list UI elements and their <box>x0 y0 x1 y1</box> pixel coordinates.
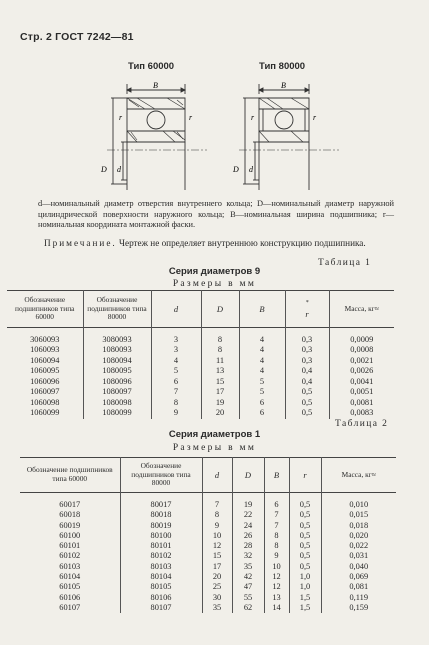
table-cell: 8 <box>151 398 201 408</box>
table-cell: 0,040 <box>321 562 396 572</box>
table2-header: D <box>232 458 264 493</box>
table-cell: 0,0021 <box>329 356 394 366</box>
table-cell: 0,0051 <box>329 387 394 397</box>
table-cell: 9 <box>202 521 232 531</box>
table-cell: 80019 <box>120 521 202 531</box>
table-cell: 7 <box>264 521 289 531</box>
dim-label-B: B <box>153 81 158 90</box>
table-cell: 17 <box>202 562 232 572</box>
figure-legend: d—номинальный диаметр отверстия внутреннего кольца; D—номинальный диаметр наружной цилиндрической поверхности наружного кольца; B—номинальная ширина подшипника; r—номинальная координата монтажной фаски. <box>38 199 394 230</box>
table-cell: 6 <box>239 408 285 418</box>
table1-sizes: Размеры в мм <box>172 279 257 289</box>
table-cell: 80103 <box>120 562 202 572</box>
table-cell: 1080096 <box>83 377 151 387</box>
table-row <box>7 356 394 366</box>
table-cell: 0,5 <box>289 493 321 511</box>
dim-label-D: D <box>101 165 107 174</box>
figure-title-right: Тип 80000 <box>259 61 306 72</box>
table-cell: 5 <box>239 377 285 387</box>
table-cell: 1060095 <box>30 366 60 376</box>
table-cell: 1080094 <box>83 356 151 366</box>
table-cell: 0,020 <box>321 531 396 541</box>
table-cell: 22 <box>232 510 264 520</box>
table1-number: Таблица 1 <box>318 258 372 268</box>
table-row <box>20 510 396 520</box>
table-row <box>7 328 394 346</box>
table-cell: 0,022 <box>321 541 396 551</box>
dim-label-D-right: D <box>233 165 239 174</box>
table-cell: 30 <box>202 593 232 603</box>
table-cell: 14 <box>264 603 289 613</box>
table-cell: 0,119 <box>321 593 396 603</box>
table-cell: 5 <box>239 387 285 397</box>
table-cell: 3 <box>151 328 201 346</box>
note-text: Чертеж не определяет внутреннюю конструкцию подшипника. <box>119 238 366 248</box>
table1-series: Серия диаметров 9 <box>168 266 261 277</box>
table-cell: 60101 <box>59 541 81 551</box>
table-row <box>20 582 396 592</box>
page-header: Стр. 2 ГОСТ 7242—81 <box>20 31 134 43</box>
table-cell: 1060094 <box>30 355 60 365</box>
note-heading: Примечание. <box>44 238 117 248</box>
table-cell: 1,5 <box>289 603 321 613</box>
table-cell: 8 <box>264 541 289 551</box>
table-row <box>20 531 396 541</box>
table-row <box>7 408 394 418</box>
table-cell: 0,069 <box>321 572 396 582</box>
table-row <box>20 493 396 511</box>
table-cell: 13 <box>201 366 239 376</box>
table2-header: r <box>289 458 321 493</box>
table-cell: 9 <box>264 551 289 561</box>
table-cell: 1060093 <box>30 345 60 355</box>
table-row <box>20 541 396 551</box>
table-row <box>20 593 396 603</box>
table-cell: 13 <box>264 593 289 603</box>
table1-header: Масса, кг≈ <box>329 291 394 328</box>
table-cell: 4 <box>151 356 201 366</box>
table-cell: 55 <box>232 593 264 603</box>
table-cell: 60107 <box>59 602 81 612</box>
table-row <box>20 551 396 561</box>
table2-body <box>20 493 396 614</box>
table-cell: 9 <box>151 408 201 418</box>
table-cell: 1080097 <box>83 387 151 397</box>
table1-header: Обозначение подшипников типа 80000 <box>83 291 151 328</box>
dim-label-B-right: B <box>281 81 286 90</box>
table-cell: 60106 <box>59 592 81 602</box>
table-cell: 1060098 <box>30 397 60 407</box>
table2-header: Обозначение подшипников типа 80000 <box>120 458 202 493</box>
table-cell: 10 <box>264 562 289 572</box>
table-cell: 0,5 <box>289 521 321 531</box>
table2-sizes: Размеры в мм <box>172 443 257 453</box>
table-cell: 80017 <box>120 493 202 511</box>
table-cell: 1060097 <box>30 387 60 397</box>
table-cell: 0,0026 <box>329 366 394 376</box>
table-cell: 12 <box>264 582 289 592</box>
table-cell: 60103 <box>59 561 81 571</box>
dim-label-d-right: d <box>249 165 253 174</box>
table2-header: B <box>264 458 289 493</box>
table2-header: Масса, кг≈ <box>321 458 396 493</box>
dim-label-r2-right: r <box>313 113 317 122</box>
table1-header: D <box>201 291 239 328</box>
table-cell: 4 <box>239 328 285 346</box>
table-cell: 42 <box>232 572 264 582</box>
table-cell: 0,5 <box>285 398 329 408</box>
table2 <box>20 457 396 613</box>
table-cell: 3060093 <box>30 335 60 344</box>
table-cell: 0,3 <box>285 356 329 366</box>
table-cell: 1080099 <box>83 408 151 418</box>
table-cell: 20 <box>201 408 239 418</box>
table1-header: B <box>239 291 285 328</box>
table-cell: 0,031 <box>321 551 396 561</box>
table-cell: 8 <box>264 531 289 541</box>
table-cell: 1,0 <box>289 572 321 582</box>
table-cell: 4 <box>239 366 285 376</box>
table-cell: 0,3 <box>285 345 329 355</box>
table-cell: 0,0008 <box>329 345 394 355</box>
table-cell: 80100 <box>120 531 202 541</box>
table1-r-mark: * <box>305 300 309 307</box>
table-cell: 19 <box>201 398 239 408</box>
table-cell: 0,0081 <box>329 398 394 408</box>
dim-label-d: d <box>117 165 121 174</box>
table1-r-label: r <box>305 308 309 319</box>
table-cell: 0,5 <box>289 562 321 572</box>
table-cell: 0,0041 <box>329 377 394 387</box>
table-cell: 0,015 <box>321 510 396 520</box>
table1-header-row <box>7 291 394 328</box>
table2-number: Таблица 2 <box>335 419 389 429</box>
table-cell: 6 <box>239 398 285 408</box>
table-row <box>20 562 396 572</box>
table-row <box>7 377 394 387</box>
dim-label-r2: r <box>189 113 193 122</box>
table-cell: 24 <box>232 521 264 531</box>
table-cell: 0,010 <box>321 493 396 511</box>
table-cell: 1080095 <box>83 366 151 376</box>
table-cell: 60100 <box>59 530 81 540</box>
table-cell: 28 <box>232 541 264 551</box>
table1-header: Обозначение подшипников типа 60000 <box>15 295 75 322</box>
table-cell: 60104 <box>59 572 81 582</box>
table1-body <box>7 328 394 419</box>
table-cell: 0,5 <box>285 408 329 418</box>
table-cell: 7 <box>151 387 201 397</box>
table-cell: 11 <box>201 356 239 366</box>
table-cell: 35 <box>232 562 264 572</box>
table-cell: 12 <box>264 572 289 582</box>
table-row <box>20 521 396 531</box>
table-cell: 0,5 <box>289 541 321 551</box>
table-cell: 0,159 <box>321 603 396 613</box>
table-cell: 0,3 <box>285 328 329 346</box>
table-cell: 1,0 <box>289 582 321 592</box>
table-cell: 7 <box>264 510 289 520</box>
table-row <box>20 572 396 582</box>
table1-header <box>285 291 329 328</box>
table-cell: 80105 <box>120 582 202 592</box>
dim-label-r: r <box>119 113 123 122</box>
table2-header: d <box>202 458 232 493</box>
table-row <box>7 398 394 408</box>
table-cell: 80018 <box>120 510 202 520</box>
table-cell: 0,5 <box>285 387 329 397</box>
table-cell: 12 <box>202 541 232 551</box>
dim-label-r-right: r <box>251 113 255 122</box>
table-cell: 6 <box>264 493 289 511</box>
table-cell: 8 <box>202 510 232 520</box>
bearing-drawing-60000 <box>97 80 217 192</box>
table-cell: 47 <box>232 582 264 592</box>
table-cell: 60019 <box>59 520 81 530</box>
table-cell: 0,5 <box>289 510 321 520</box>
table-cell: 80106 <box>120 593 202 603</box>
table-row <box>7 387 394 397</box>
table2-header-row <box>20 458 396 493</box>
table-cell: 15 <box>202 551 232 561</box>
table-cell: 32 <box>232 551 264 561</box>
table-cell: 1080093 <box>83 345 151 355</box>
table-cell: 80102 <box>120 551 202 561</box>
table-cell: 80107 <box>120 603 202 613</box>
table-cell: 60018 <box>59 510 81 520</box>
table-cell: 8 <box>201 345 239 355</box>
table-cell: 3 <box>151 345 201 355</box>
table-cell: 80101 <box>120 541 202 551</box>
figure-title-left: Тип 60000 <box>128 61 175 72</box>
table-cell: 25 <box>202 582 232 592</box>
table2-series: Серия диаметров 1 <box>168 429 261 440</box>
table-cell: 5 <box>151 366 201 376</box>
table2-header: Обозначение подшипников типа 60000 <box>26 465 113 483</box>
table-cell: 0,0083 <box>329 408 394 418</box>
table-cell: 0,4 <box>285 377 329 387</box>
table-cell: 60105 <box>59 582 81 592</box>
table-cell: 1,5 <box>289 593 321 603</box>
table-cell: 80104 <box>120 572 202 582</box>
table-row <box>7 366 394 376</box>
table-cell: 3080093 <box>83 328 151 346</box>
table-cell: 1060096 <box>30 376 60 386</box>
table-cell: 17 <box>201 387 239 397</box>
table-cell: 60017 <box>59 500 81 509</box>
table-cell: 15 <box>201 377 239 387</box>
table-cell: 62 <box>232 603 264 613</box>
table-cell: 7 <box>202 493 232 511</box>
table-cell: 19 <box>232 493 264 511</box>
table-row <box>20 603 396 613</box>
table-cell: 1060099 <box>30 408 60 418</box>
table-row <box>7 345 394 355</box>
table-cell: 0,081 <box>321 582 396 592</box>
table-cell: 0,5 <box>289 531 321 541</box>
table-cell: 0,5 <box>289 551 321 561</box>
table-cell: 0,018 <box>321 521 396 531</box>
table-cell: 60102 <box>59 551 81 561</box>
table1-header: d <box>151 291 201 328</box>
table-cell: 4 <box>239 356 285 366</box>
bearing-drawing-80000 <box>229 80 349 192</box>
table-cell: 1080098 <box>83 398 151 408</box>
note <box>44 238 396 250</box>
table-cell: 10 <box>202 531 232 541</box>
table-cell: 6 <box>151 377 201 387</box>
table-cell: 0,4 <box>285 366 329 376</box>
table-cell: 35 <box>202 603 232 613</box>
table-cell: 0,0009 <box>329 328 394 346</box>
table1 <box>7 290 394 419</box>
table-cell: 8 <box>201 328 239 346</box>
table-cell: 4 <box>239 345 285 355</box>
table-cell: 26 <box>232 531 264 541</box>
table-cell: 20 <box>202 572 232 582</box>
